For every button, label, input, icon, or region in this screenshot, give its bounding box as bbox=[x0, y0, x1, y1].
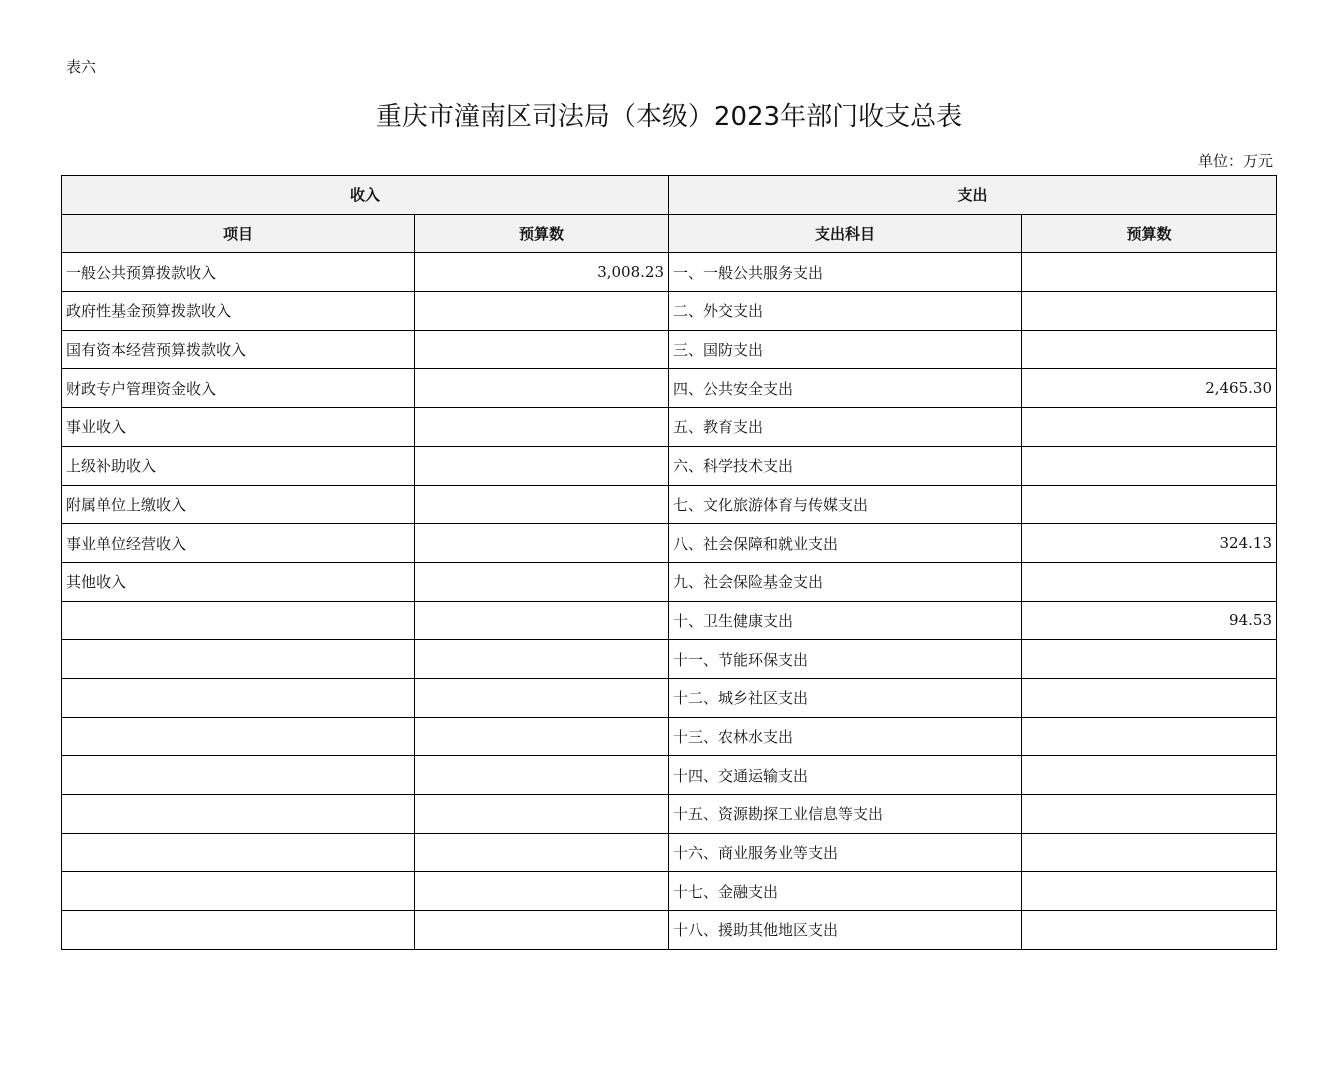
expense-amount-cell bbox=[1022, 408, 1277, 447]
expense-amount-cell: 2,465.30 bbox=[1022, 369, 1277, 408]
expense-amount-cell bbox=[1022, 562, 1277, 601]
page-title: 重庆市潼南区司法局（本级）2023年部门收支总表 bbox=[375, 102, 963, 132]
expense-item-cell: 七、文化旅游体育与传媒支出 bbox=[669, 485, 1022, 524]
table-row bbox=[62, 524, 1277, 563]
income-amount-cell bbox=[415, 640, 669, 679]
table-row bbox=[62, 485, 1277, 524]
table-row bbox=[62, 833, 1277, 872]
table-row bbox=[62, 795, 1277, 834]
expense-item-cell: 五、教育支出 bbox=[669, 408, 1022, 447]
table-row bbox=[62, 756, 1277, 795]
expense-item-cell: 十八、援助其他地区支出 bbox=[669, 911, 1022, 950]
expense-amount-cell bbox=[1022, 292, 1277, 331]
income-item-cell bbox=[62, 911, 415, 950]
expense-amount-cell bbox=[1022, 446, 1277, 485]
expense-amount-cell bbox=[1022, 330, 1277, 369]
expense-amount-cell bbox=[1022, 872, 1277, 911]
income-amount-cell bbox=[415, 562, 669, 601]
expense-item-cell: 十、卫生健康支出 bbox=[669, 601, 1022, 640]
expense-item-cell: 三、国防支出 bbox=[669, 330, 1022, 369]
table-row bbox=[62, 446, 1277, 485]
expense-amount-cell bbox=[1022, 640, 1277, 679]
income-item-cell bbox=[62, 601, 415, 640]
expense-item-cell: 八、社会保障和就业支出 bbox=[669, 524, 1022, 563]
income-item-cell bbox=[62, 833, 415, 872]
expense-item-cell: 十一、节能环保支出 bbox=[669, 640, 1022, 679]
income-item-cell: 一般公共预算拨款收入 bbox=[62, 253, 415, 292]
income-amount-cell bbox=[415, 678, 669, 717]
income-item-cell: 上级补助收入 bbox=[62, 446, 415, 485]
expense-amount-cell bbox=[1022, 795, 1277, 834]
income-item-cell bbox=[62, 756, 415, 795]
income-item-cell: 政府性基金预算拨款收入 bbox=[62, 292, 415, 331]
table-row bbox=[62, 640, 1277, 679]
expense-subject-header: 支出科目 bbox=[669, 214, 1022, 253]
expense-amount-cell bbox=[1022, 833, 1277, 872]
expense-item-cell: 十四、交通运输支出 bbox=[669, 756, 1022, 795]
income-amount-cell bbox=[415, 911, 669, 950]
expense-amount-cell: 324.13 bbox=[1022, 524, 1277, 563]
income-budget-header: 预算数 bbox=[415, 214, 669, 253]
table-row bbox=[62, 253, 1277, 292]
income-item-cell bbox=[62, 795, 415, 834]
income-amount-cell bbox=[415, 408, 669, 447]
expense-item-cell: 二、外交支出 bbox=[669, 292, 1022, 331]
expense-amount-cell: 94.53 bbox=[1022, 601, 1277, 640]
income-amount-cell bbox=[415, 369, 669, 408]
income-amount-cell bbox=[415, 795, 669, 834]
expense-item-cell: 九、社会保险基金支出 bbox=[669, 562, 1022, 601]
income-amount-cell bbox=[415, 601, 669, 640]
table-row bbox=[62, 911, 1277, 950]
income-item-cell: 事业收入 bbox=[62, 408, 415, 447]
expense-amount-cell bbox=[1022, 911, 1277, 950]
expense-amount-cell bbox=[1022, 717, 1277, 756]
expense-amount-cell bbox=[1022, 253, 1277, 292]
expense-group-header: 支出 bbox=[669, 176, 1277, 215]
unit-label: 单位：万元 bbox=[1197, 152, 1273, 170]
expense-budget-header: 预算数 bbox=[1022, 214, 1277, 253]
budget-summary-table bbox=[61, 175, 1277, 950]
table-row bbox=[62, 678, 1277, 717]
sheet-label: 表六 bbox=[66, 58, 97, 76]
income-item-cell: 事业单位经营收入 bbox=[62, 524, 415, 563]
expense-amount-cell bbox=[1022, 678, 1277, 717]
income-item-cell bbox=[62, 717, 415, 756]
income-item-header: 项目 bbox=[62, 214, 415, 253]
income-amount-cell bbox=[415, 446, 669, 485]
table-row bbox=[62, 292, 1277, 331]
income-item-cell: 其他收入 bbox=[62, 562, 415, 601]
income-amount-cell bbox=[415, 872, 669, 911]
income-amount-cell bbox=[415, 756, 669, 795]
income-item-cell bbox=[62, 872, 415, 911]
table-row bbox=[62, 872, 1277, 911]
table-row bbox=[62, 717, 1277, 756]
income-amount-cell bbox=[415, 485, 669, 524]
expense-item-cell: 四、公共安全支出 bbox=[669, 369, 1022, 408]
table-row bbox=[62, 562, 1277, 601]
table-column-header-row bbox=[62, 214, 1277, 253]
table-group-header-row bbox=[62, 176, 1277, 215]
expense-item-cell: 十三、农林水支出 bbox=[669, 717, 1022, 756]
expense-amount-cell bbox=[1022, 485, 1277, 524]
expense-item-cell: 一、一般公共服务支出 bbox=[669, 253, 1022, 292]
table-row bbox=[62, 601, 1277, 640]
table-row bbox=[62, 369, 1277, 408]
income-amount-cell bbox=[415, 330, 669, 369]
income-item-cell bbox=[62, 640, 415, 679]
income-amount-cell bbox=[415, 524, 669, 563]
income-amount-cell bbox=[415, 833, 669, 872]
income-item-cell: 附属单位上缴收入 bbox=[62, 485, 415, 524]
expense-item-cell: 十五、资源勘探工业信息等支出 bbox=[669, 795, 1022, 834]
expense-amount-cell bbox=[1022, 756, 1277, 795]
income-group-header: 收入 bbox=[62, 176, 669, 215]
expense-item-cell: 六、科学技术支出 bbox=[669, 446, 1022, 485]
income-item-cell: 财政专户管理资金收入 bbox=[62, 369, 415, 408]
expense-item-cell: 十六、商业服务业等支出 bbox=[669, 833, 1022, 872]
income-amount-cell bbox=[415, 292, 669, 331]
expense-item-cell: 十二、城乡社区支出 bbox=[669, 678, 1022, 717]
expense-item-cell: 十七、金融支出 bbox=[669, 872, 1022, 911]
income-item-cell bbox=[62, 678, 415, 717]
income-amount-cell bbox=[415, 717, 669, 756]
table-row bbox=[62, 408, 1277, 447]
income-item-cell: 国有资本经营预算拨款收入 bbox=[62, 330, 415, 369]
income-amount-cell: 3,008.23 bbox=[415, 253, 669, 292]
table-row bbox=[62, 330, 1277, 369]
